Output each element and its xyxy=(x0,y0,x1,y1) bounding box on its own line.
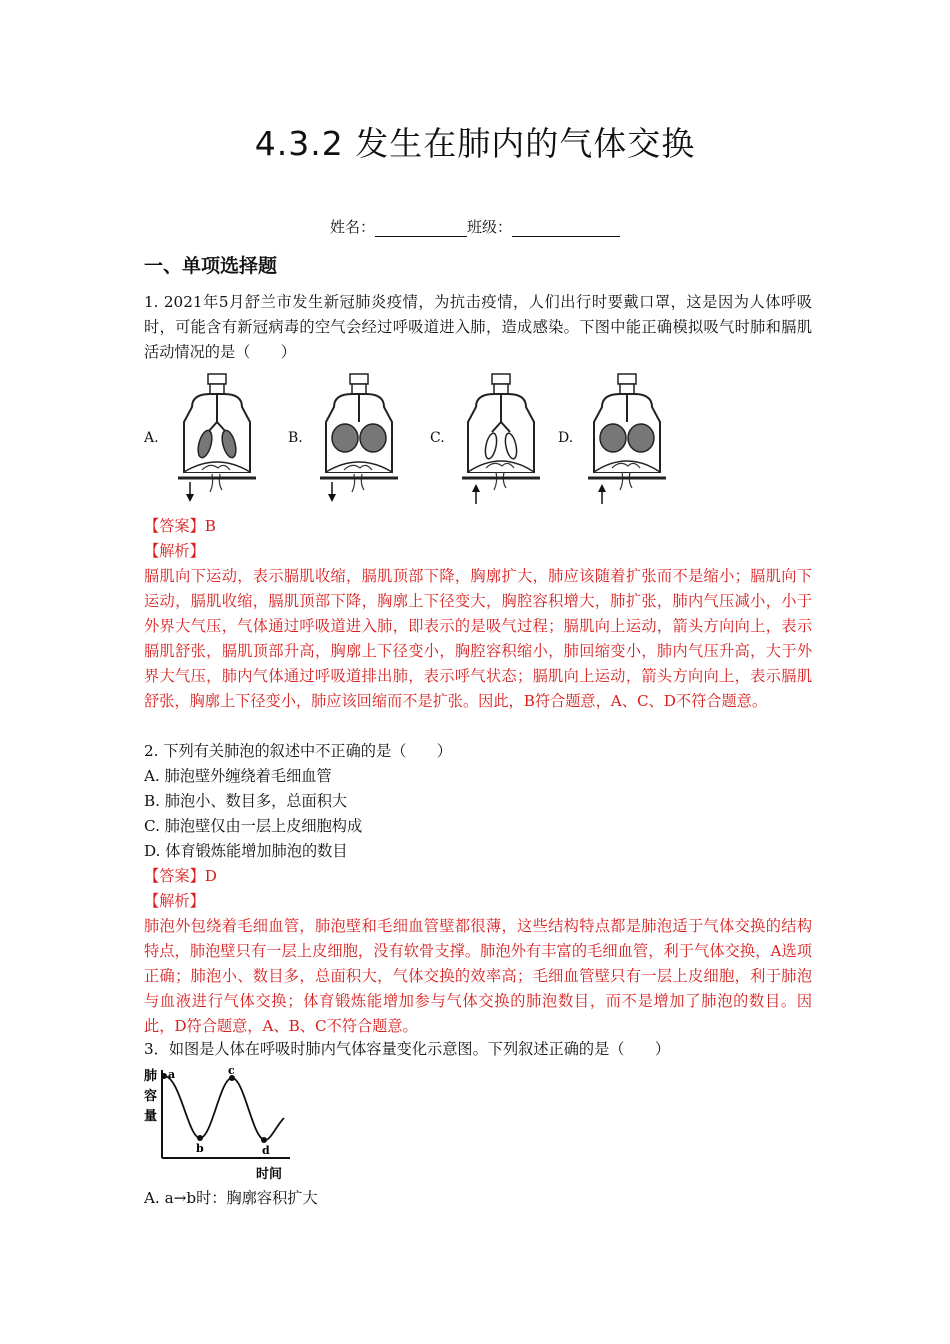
question-2-analysis-label: 【解析】 xyxy=(144,892,205,910)
question-2-option-c: C. 肺泡壁仅由一层上皮细胞构成 xyxy=(144,817,363,835)
question-3-text: 3．如图是人体在呼吸时肺内气体容量变化示意图。下列叙述正确的是（ ） xyxy=(144,1040,671,1058)
graph-label-c: c xyxy=(228,1066,235,1077)
option-b-label: B. xyxy=(288,430,303,446)
graph-label-b: b xyxy=(196,1142,204,1155)
question-2-option-a: A. 肺泡壁外缠绕着毛细血管 xyxy=(144,767,332,785)
page-title: 4.3.2 发生在肺内的气体交换 xyxy=(254,124,696,163)
graph-point-b xyxy=(197,1135,203,1141)
graph-label-d: d xyxy=(262,1144,270,1157)
graph-label-a: a xyxy=(168,1068,176,1081)
question-3 xyxy=(144,1037,812,1062)
name-blank[interactable] xyxy=(375,218,467,237)
graph-ylabel-1: 肺 xyxy=(144,1069,158,1084)
option-a-label: A. xyxy=(144,430,159,446)
graph-xlabel: 时间 xyxy=(256,1167,283,1182)
bell-jar-b-icon xyxy=(314,372,404,512)
question-2-option-b: B. 肺泡小、数目多，总面积大 xyxy=(144,792,348,810)
graph-curve xyxy=(164,1076,284,1140)
question-2-option-d: D. 体育锻炼能增加肺泡的数目 xyxy=(144,842,348,860)
bell-jar-d-icon xyxy=(582,372,672,512)
graph-point-d xyxy=(261,1137,267,1143)
lung-volume-graph xyxy=(144,1066,294,1186)
question-2-text: 2. 下列有关肺泡的叙述中不正确的是（ ） xyxy=(144,742,452,760)
question-2-analysis: 肺泡外包绕着毛细血管，肺泡壁和毛细血管壁都很薄，这些结构特点都是肺泡适于气体交换的结构特点，肺泡壁只有一层上皮细胞，没有软骨支撑。肺泡外有丰富的毛细血管，利于气体交换，A选项正确；肺泡小、数目多，总面积大，气体交换的效率高；毛细血管壁只有一层上皮细胞，利于肺泡与血液进行气体交换；体育锻炼能增加参与气体交换的肺泡数目，而不是增加了肺泡的数目。因此，D符合题意，A、B、C不符合题意。 xyxy=(144,917,812,1035)
question-1 xyxy=(144,290,812,365)
bell-jar-a-icon xyxy=(172,372,262,512)
question-1-analysis: 膈肌向下运动，表示膈肌收缩，膈肌顶部下降，胸廓扩大，肺应该随着扩张而不是缩小；膈肌向下运动，膈肌收缩，膈肌顶部下降，胸廓上下径变大，胸腔容积增大，肺扩张，肺内气压减小，小于外界大气压，气体通过呼吸道进入肺，即表示的是吸气过程；膈肌向上运动，箭头方向向上，表示膈肌舒张，膈肌顶部升高，胸廓上下径变小，胸腔容积缩小，肺回缩变小，肺内气压升高，大于外界大气压，肺内气体通过呼吸道排出肺，表示呼气状态；膈肌向上运动，箭头方向向上，表示膈肌舒张，胸廓上下径变小，肺应该回缩而不是扩张。因此，B符合题意，A、C、D不符合题意。 xyxy=(144,567,812,710)
graph-ylabel-2: 容 xyxy=(144,1089,158,1104)
question-3-options xyxy=(144,1186,812,1211)
option-d-label: D. xyxy=(558,430,574,446)
question-2 xyxy=(144,739,812,1039)
student-info-line xyxy=(0,216,950,237)
question-3-option-a: A. a→b时：胸廓容积扩大 xyxy=(144,1189,318,1207)
question-2-answer: 【答案】D xyxy=(144,867,217,885)
class-blank[interactable] xyxy=(512,218,620,237)
section-title: 一、单项选择题 xyxy=(144,255,278,277)
graph-ylabel-3: 量 xyxy=(144,1109,158,1124)
graph-point-a xyxy=(161,1073,167,1079)
question-1-solution xyxy=(144,514,812,714)
question-1-answer: 【答案】B xyxy=(144,517,216,535)
name-label: 姓名： xyxy=(329,218,375,236)
question-1-figure xyxy=(144,372,684,512)
class-label: 班级： xyxy=(467,218,513,236)
bell-jar-c-icon xyxy=(456,372,546,512)
question-1-text: 1. 2021年5月舒兰市发生新冠肺炎疫情，为抗击疫情，人们出行时要戴口罩，这是因为人体呼吸时，可能含有新冠病毒的空气会经过呼吸道进入肺，造成感染。下图中能正确模拟吸气时肺和膈肌活动情况的是（ ） xyxy=(144,293,812,361)
option-c-label: C. xyxy=(430,430,445,446)
question-1-analysis-label: 【解析】 xyxy=(144,542,205,560)
